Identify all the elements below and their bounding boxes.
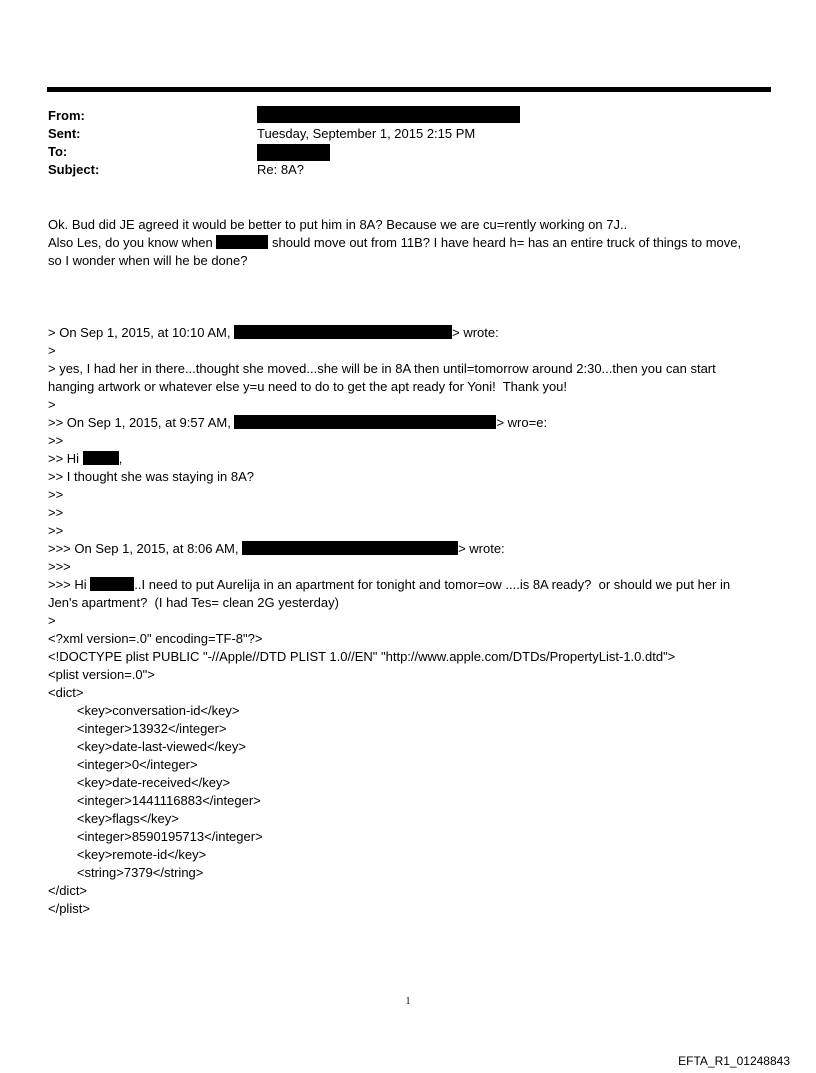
plist-line: <string>7379</string> — [48, 865, 204, 880]
from-label: From: — [48, 108, 85, 123]
quote-line-9: >> I thought she was staying in 8A? — [48, 469, 254, 484]
plist-line: <key>date-last-viewed</key> — [48, 739, 246, 754]
plist-line: <key>remote-id</key> — [48, 847, 207, 862]
plist-line: <?xml version=.0" encoding=TF-8"?> — [48, 631, 263, 646]
quote-line-11: >> — [48, 505, 64, 520]
quote-line-2: > — [48, 343, 56, 358]
plist-line: <plist version=.0"> — [48, 667, 155, 682]
quote-line-15: >>> Hi ..I need to put Aurelija in an apartment for tonight and tomor=ow ....is 8A ready? or should we put her in — [48, 577, 731, 592]
plist-line: </dict> — [48, 883, 88, 898]
plist-line: <integer>13932</integer> — [48, 721, 227, 736]
subject-value: Re: 8A? — [257, 162, 304, 177]
plist-line: <key>flags</key> — [48, 811, 179, 826]
plist-line: <integer>0</integer> — [48, 757, 198, 772]
plist-line: </plist> — [48, 901, 90, 916]
bates-number: EFTA_R1_01248843 — [678, 1054, 790, 1068]
quote-line-10: >> — [48, 487, 64, 502]
sender-redaction — [234, 325, 452, 339]
quote-line-16: Jen's apartment? (I had Tes= clean 2G yesterday) — [48, 595, 339, 610]
quote-line-7: >> — [48, 433, 64, 448]
from-redaction — [257, 106, 520, 123]
to-redaction — [257, 144, 330, 161]
to-label: To: — [48, 144, 68, 159]
page-number: 1 — [405, 996, 411, 1007]
subject-label: Subject: — [48, 162, 100, 177]
plist-line: <key>conversation-id</key> — [48, 703, 240, 718]
name-redaction — [216, 235, 268, 249]
quote-line-3: > yes, I had her in there...thought she moved...she will be in 8A then until=tomorrow around 2:30...then you can start — [48, 361, 716, 376]
quote-line-13: >>> On Sep 1, 2015, at 8:06 AM, > wrote: — [48, 541, 505, 556]
sender-redaction — [242, 541, 458, 555]
plist-line: <dict> — [48, 685, 84, 700]
body-line-1: Ok. Bud did JE agreed it would be better to put him in 8A? Because we are cu=rently working on 7J.. — [48, 217, 628, 232]
sender-redaction — [234, 415, 496, 429]
plist-line: <!DOCTYPE plist PUBLIC "-//Apple//DTD PLIST 1.0//EN" "http://www.apple.com/DTDs/PropertyList-1.0.dtd"> — [48, 649, 676, 664]
name-redaction — [90, 577, 134, 591]
quote-line-6: >> On Sep 1, 2015, at 9:57 AM, > wro=e: — [48, 415, 548, 430]
quote-line-5: > — [48, 397, 56, 412]
body-line-3: so I wonder when will he be done? — [48, 253, 248, 268]
quote-line-4: hanging artwork or whatever else y=u need to do to get the apt ready for Yoni! Thank you! — [48, 379, 568, 394]
sent-label: Sent: — [48, 126, 81, 141]
plist-line: <key>date-received</key> — [48, 775, 231, 790]
body-line-2: Also Les, do you know when should move out from 11B? I have heard h= has an entire truck of things to move, — [48, 235, 742, 250]
quote-line-14: >>> — [48, 559, 71, 574]
quote-line-8: >> Hi , — [48, 451, 123, 466]
quote-line-17: > — [48, 613, 56, 628]
plist-line: <integer>8590195713</integer> — [48, 829, 263, 844]
header-rule — [47, 87, 771, 92]
quote-line-1: > On Sep 1, 2015, at 10:10 AM, > wrote: — [48, 325, 499, 340]
quote-line-12: >> — [48, 523, 64, 538]
name-redaction — [83, 451, 119, 465]
sent-value: Tuesday, September 1, 2015 2:15 PM — [257, 126, 476, 141]
plist-line: <integer>1441116883</integer> — [48, 793, 261, 808]
